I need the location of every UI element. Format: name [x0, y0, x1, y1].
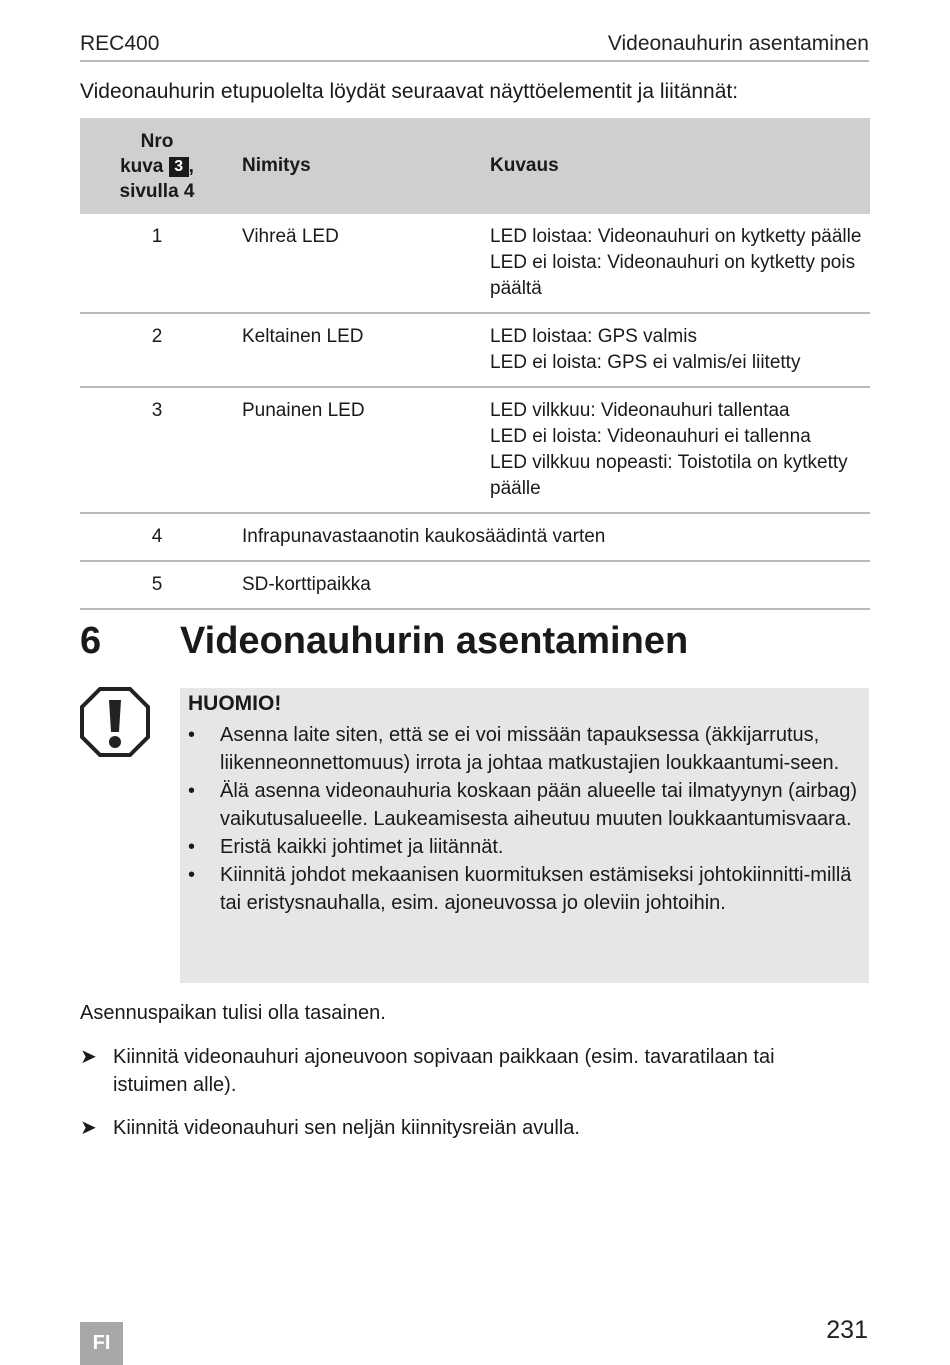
list-item: • Älä asenna videonauhuria koskaan pään alueelle tai ilmatyynyn (airbag) vaikutusalueelle. Laukeamisesta aiheutuu muuten loukkaantumisvaara.: [180, 777, 860, 833]
table-row: [80, 387, 870, 513]
warning-octagon-icon: [79, 686, 151, 758]
row-desc: LED loistaa: GPS valmis LED ei loista: GPS ei valmis/ei liitetty: [482, 313, 870, 387]
header-section: Videonauhurin asentaminen: [607, 32, 869, 55]
figure-ref-badge: 3: [169, 157, 189, 177]
row-name: Infrapunavastaanotin kaukosäädintä varten: [234, 513, 870, 561]
page-header: [80, 30, 869, 62]
row-desc: LED vilkkuu: Videonauhuri tallentaa LED ei loista: Videonauhuri ei tallenna LED vilkkuu nopeasti: Toistotila on kytketty päälle: [482, 387, 870, 513]
row-desc: LED loistaa: Videonauhuri on kytketty päälle LED ei loista: Videonauhuri on kytketty pois päältä: [482, 214, 870, 313]
table-row: [80, 513, 870, 561]
table-row: [80, 561, 870, 609]
header-nr: Nro kuva 3 , sivulla 4: [80, 118, 234, 214]
row-name: SD-korttipaikka: [234, 561, 870, 609]
row-name: Punainen LED: [234, 387, 482, 513]
intro-text: Videonauhurin etupuolelta löydät seuraavat näyttöelementit ja liitännät:: [80, 80, 739, 103]
language-tab: FI: [80, 1322, 123, 1365]
row-name: Keltainen LED: [234, 313, 482, 387]
row-nr: 3: [80, 387, 234, 513]
row-nr: 4: [80, 513, 234, 561]
body-paragraph: Asennuspaikan tulisi olla tasainen.: [80, 1002, 386, 1024]
section-title: Videonauhurin asentaminen: [180, 620, 689, 662]
list-item: • Asenna laite siten, että se ei voi missään tapauksessa (äkkijarrutus, liikenneonnettomuus) irrota ja johtaa matkustajien loukkaantumi-seen.: [180, 721, 860, 777]
table-row: [80, 214, 870, 313]
list-item: • Kiinnitä johdot mekaanisen kuormituksen estämiseksi johtokiinnitti-millä tai eristysnauhalla, esim. ajoneuvossa jo oleviin johtoihin.: [180, 861, 860, 917]
row-nr: 5: [80, 561, 234, 609]
step-item: ➤ Kiinnitä videonauhuri sen neljän kiinnitysreiän avulla.: [80, 1114, 840, 1142]
arrow-right-icon: ➤: [80, 1117, 97, 1139]
row-nr: 2: [80, 313, 234, 387]
bullet: •: [188, 836, 196, 858]
bullet: •: [188, 724, 196, 746]
step-item: ➤ Kiinnitä videonauhuri ajoneuvoon sopivaan paikkaan (esim. tavaratilaan tai istuimen alle).: [80, 1043, 840, 1099]
header-desc: Kuvaus: [482, 118, 870, 214]
elements-table: [80, 118, 870, 610]
header-name: Nimitys: [234, 118, 482, 214]
table-header-row: [80, 118, 870, 214]
bullet: •: [188, 780, 196, 802]
section-number: 6: [80, 620, 102, 662]
list-item: • Eristä kaikki johtimet ja liitännät.: [180, 833, 860, 861]
row-nr: 1: [80, 214, 234, 313]
warning-box: [180, 688, 869, 983]
warning-list: [180, 721, 860, 917]
row-name: Vihreä LED: [234, 214, 482, 313]
bullet: •: [188, 864, 196, 886]
header-model: REC400: [80, 32, 160, 55]
warning-title: HUOMIO!: [188, 692, 282, 715]
table-row: [80, 313, 870, 387]
page-number: 231: [826, 1316, 868, 1344]
arrow-right-icon: ➤: [80, 1046, 97, 1068]
